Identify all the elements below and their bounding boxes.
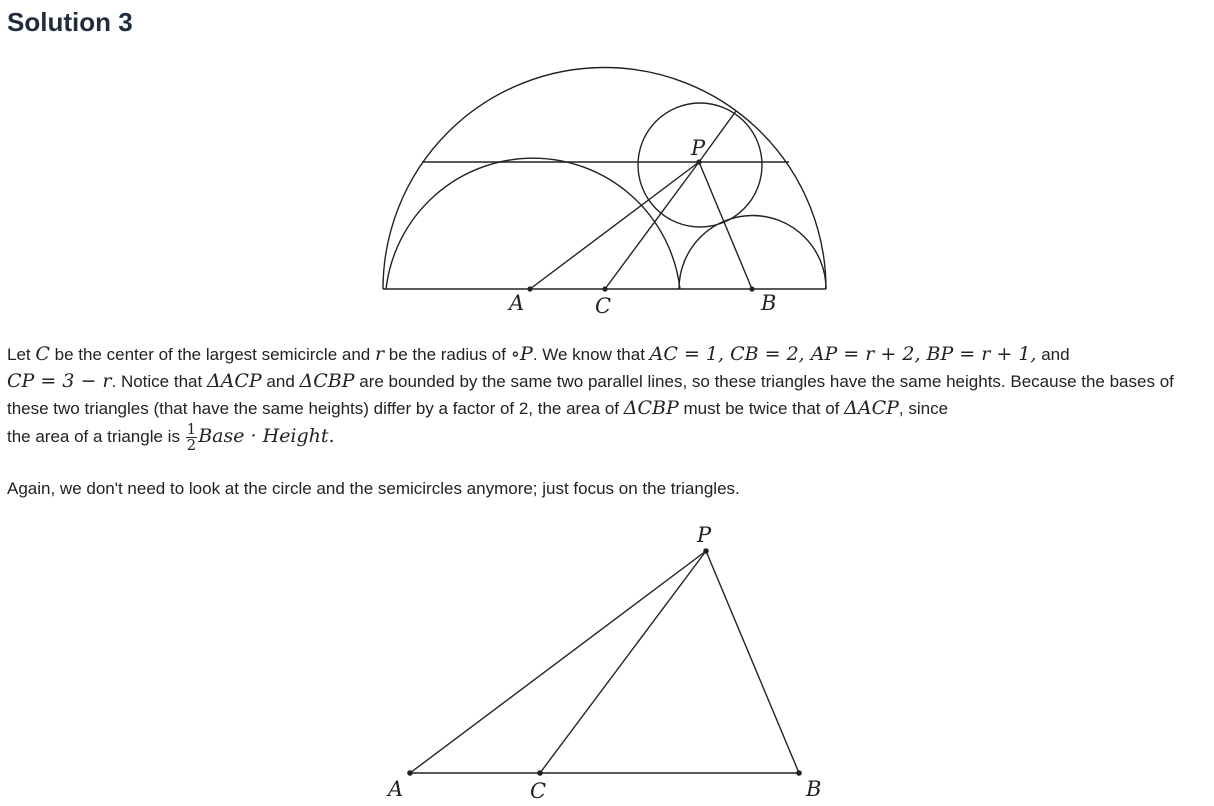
tri-point-b (796, 770, 802, 776)
math-area-formula: Base · Height. (198, 424, 335, 447)
tri-label-c: C (530, 779, 547, 803)
tri-label-b: B (806, 777, 822, 801)
segment-bp (699, 162, 752, 289)
label-c: C (595, 294, 612, 318)
tri-segment-cp (540, 551, 706, 773)
math-circle-p: ∘P (510, 343, 533, 365)
tri-label-a: A (388, 777, 404, 801)
tri-label-p: P (697, 523, 712, 547)
label-p: P (691, 136, 706, 160)
math-cp: CP = 3 − r (7, 370, 112, 392)
focus-paragraph: Again, we don't need to look at the circle and the semicircles anymore; just focus on the triangles. (7, 479, 740, 498)
math-triangle-cbp-2: ΔCBP (623, 397, 679, 419)
point-b (749, 286, 754, 291)
math-c: C (35, 343, 50, 365)
math-triangle-acp: ΔACP (206, 370, 262, 392)
left-semicircle (386, 158, 680, 289)
tri-point-c (537, 770, 543, 776)
tri-point-a (407, 770, 413, 776)
solution-paragraph: Let C be the center of the largest semicircle and r be the radius of ∘P. We know that AC = 1, CB = 2, AP = r + 2, BP = r + 1, and CP = 3 − r. Notice that ΔACP and ΔCBP are bounded by the same two parallel lines, so these triangles have the same heights. Because the bases of these two triangles (that have the same heights) differ by a factor of 2, the area of ΔCBP must be twice that of ΔACP, since the area of a triangle is $\frac{1}{2}$ Base · Height. (7, 343, 1174, 454)
triangle-figure (370, 518, 840, 806)
math-given-lengths: AC = 1, CB = 2, AP = r + 2, BP = r + 1, (649, 343, 1037, 365)
point-p (696, 159, 701, 164)
point-a (527, 286, 532, 291)
solution-heading: Solution 3 (7, 7, 133, 37)
label-a: A (509, 291, 525, 315)
label-b: B (761, 291, 777, 315)
semicircle-figure (370, 58, 840, 323)
point-c (602, 286, 607, 291)
segment-ap (530, 162, 699, 289)
tri-segment-ap (410, 551, 706, 773)
fraction-one-half: $\frac{1}{2}$ (186, 420, 197, 454)
large-semicircle (383, 67, 826, 289)
tri-segment-bp (706, 551, 799, 773)
math-triangle-cbp: ΔCBP (299, 370, 355, 392)
math-r: r (374, 343, 385, 365)
tri-point-p (703, 548, 709, 554)
math-triangle-acp-2: ΔACP (844, 397, 899, 419)
